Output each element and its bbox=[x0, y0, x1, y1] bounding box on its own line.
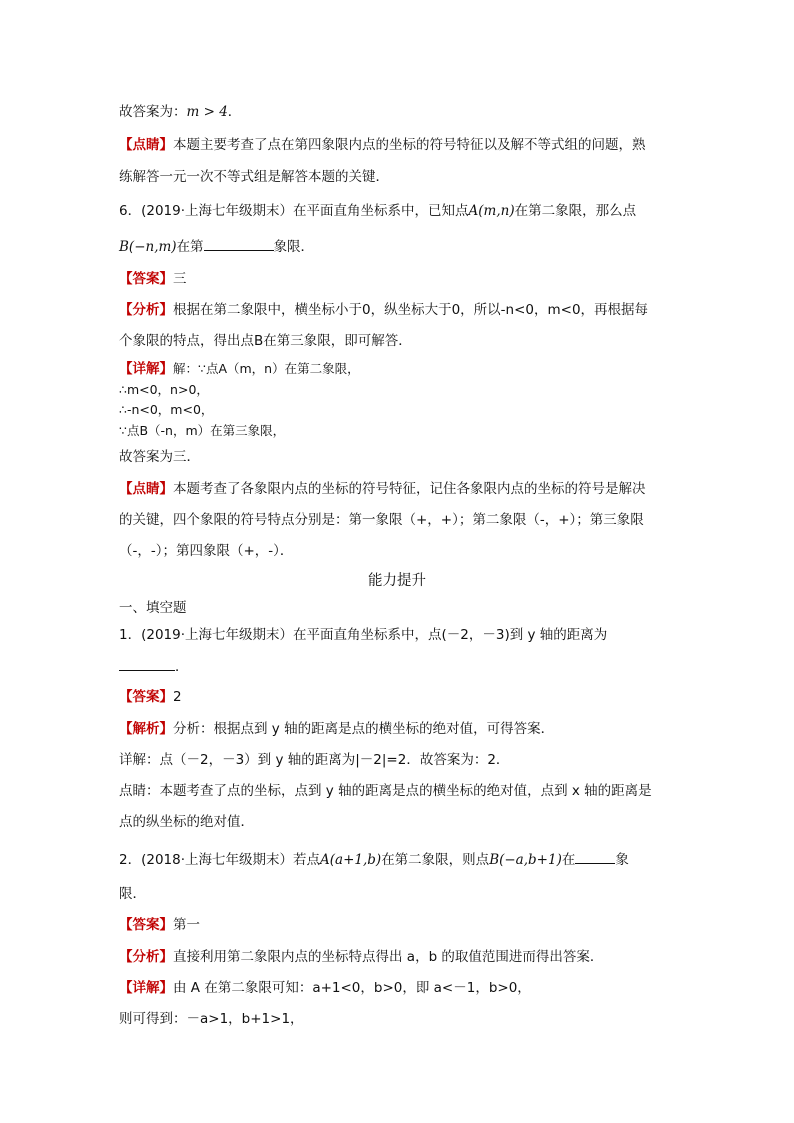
text: 由 A 在第二象限可知：a+1<0，b>0，即 a<－1，b>0， bbox=[173, 980, 531, 996]
text: 个象限的特点，得出点B在第三象限，即可解答． bbox=[119, 333, 412, 349]
text: ∴m<0，n>0， bbox=[119, 382, 209, 397]
text: 的关键，四个象限的符号特点分别是：第一象限（+，+）；第二象限（-，+）；第三象限 bbox=[119, 512, 644, 528]
answer-value: 三 bbox=[173, 271, 187, 287]
analysis-line-q2 bbox=[119, 948, 603, 966]
text: 点的纵坐标的绝对值． bbox=[119, 814, 254, 830]
answer-value: 2 bbox=[173, 689, 182, 705]
question-1-line-2 bbox=[119, 656, 189, 676]
detail-line-q2-1 bbox=[119, 979, 531, 997]
dianjing-q6-line-1 bbox=[119, 480, 646, 498]
math-expression: A(m,n) bbox=[468, 203, 515, 219]
text: 象限． bbox=[273, 239, 315, 255]
jiexi-label: 【解析】 bbox=[119, 721, 173, 737]
question-2-line-2 bbox=[119, 885, 146, 903]
detail-label: 【详解】 bbox=[119, 361, 173, 377]
jiexi-line-q1 bbox=[119, 720, 554, 738]
section-title: 能力提升 bbox=[368, 573, 426, 589]
text: 解：∵点A（m，n）在第二象限， bbox=[173, 361, 360, 376]
text: 本题主要考查了点在第四象限内点的坐标的符号特征以及解不等式组的问题，熟 bbox=[173, 137, 646, 153]
answer-label: 【答案】 bbox=[119, 917, 173, 933]
text: ． bbox=[175, 659, 189, 675]
detail-line-3 bbox=[119, 401, 213, 419]
analysis-line-2 bbox=[119, 332, 412, 350]
text: 在第二象限，那么点 bbox=[514, 203, 637, 219]
answer-line-q2 bbox=[119, 916, 200, 934]
text: 在 bbox=[561, 852, 576, 868]
text: 限． bbox=[119, 886, 146, 902]
text: 故答案为三． bbox=[119, 449, 200, 465]
text: 一、填空题 bbox=[119, 600, 187, 616]
answer-blank bbox=[119, 656, 175, 671]
answer-blank bbox=[575, 849, 615, 864]
text: 练解答一元一次不等式组是解答本题的关键． bbox=[119, 169, 389, 185]
math-expression: B(−a,b+1) bbox=[489, 852, 562, 868]
answer-line-q6 bbox=[119, 270, 187, 288]
dianjing-line-2 bbox=[119, 168, 389, 186]
math-expression: m > 4 bbox=[186, 104, 228, 120]
detail-line-2 bbox=[119, 381, 209, 399]
analysis-label: 【分析】 bbox=[119, 302, 173, 318]
text: 1．(2019·上海七年级期末）在平面直角坐标系中，点(－2，－3)到 y 轴的距离为 bbox=[119, 627, 608, 643]
text: 6．(2019·上海七年级期末）在平面直角坐标系中，已知点 bbox=[119, 203, 469, 219]
analysis-label: 【分析】 bbox=[119, 949, 173, 965]
analysis-line-1 bbox=[119, 301, 648, 319]
text: ． bbox=[227, 104, 242, 120]
text: 点睛：本题考查了点的坐标，点到 y 轴的距离是点的横坐标的绝对值，点到 x 轴的距离是 bbox=[119, 783, 652, 799]
math-expression: B(−n,m) bbox=[119, 239, 177, 255]
text: 在第二象限，则点 bbox=[381, 852, 490, 868]
question-1-line-1 bbox=[119, 626, 607, 644]
text: 详解：点（－2，－3）到 y 轴的距离为|－2|=2．故答案为：2． bbox=[119, 752, 510, 768]
text: 故答案为： bbox=[119, 104, 187, 120]
text: ∴-n<0，m<0， bbox=[119, 402, 214, 417]
dianjing-q1-line-2 bbox=[119, 813, 254, 831]
dianjing-q6-line-2 bbox=[119, 511, 644, 529]
text: 象 bbox=[615, 852, 629, 868]
dianjing-q6-line-3 bbox=[119, 542, 293, 560]
dianjing-q1-line-1 bbox=[119, 782, 652, 800]
answer-label: 【答案】 bbox=[119, 689, 173, 705]
detail-line-4 bbox=[119, 422, 285, 440]
text: 根据在第二象限中，横坐标小于0，纵坐标大于0，所以-n<0，m<0，再根据每 bbox=[173, 302, 649, 318]
answer-blank bbox=[204, 236, 274, 251]
text: 在第 bbox=[176, 239, 204, 255]
detail-line-q2-2 bbox=[119, 1010, 304, 1028]
text: 2．(2018·上海七年级期末）若点 bbox=[119, 852, 321, 868]
dianjing-label: 【点睛】 bbox=[119, 481, 173, 497]
detail-line-q1 bbox=[119, 751, 509, 769]
question-2-line-1 bbox=[119, 849, 629, 869]
text: ∵点B（-n，m）在第三象限， bbox=[119, 423, 286, 438]
text: 本题考查了各象限内点的坐标的符号特征，记住各象限内点的坐标的符号是解决 bbox=[173, 481, 646, 497]
answer-value: 第一 bbox=[173, 917, 200, 933]
text: （-，-）；第四象限（+，-）． bbox=[119, 543, 294, 559]
math-expression: A(a+1,b) bbox=[320, 852, 382, 868]
text: 直接利用第二象限内点的坐标特点得出 a，b 的取值范围进而得出答案． bbox=[173, 949, 604, 965]
detail-line-1 bbox=[119, 360, 360, 378]
text: 分析：根据点到 y 轴的距离是点的横坐标的绝对值，可得答案． bbox=[173, 721, 555, 737]
answer-label: 【答案】 bbox=[119, 271, 173, 287]
sub-section-title bbox=[119, 599, 187, 617]
question-6-line-2 bbox=[119, 236, 314, 256]
dianjing-label: 【点睛】 bbox=[119, 137, 173, 153]
dianjing-line-1 bbox=[119, 136, 646, 154]
question-6-line-1 bbox=[119, 202, 636, 220]
detail-line-5 bbox=[119, 448, 200, 466]
answer-line-q5 bbox=[119, 103, 241, 121]
text: 则可得到：－a>1，b+1>1， bbox=[119, 1011, 304, 1027]
detail-label: 【详解】 bbox=[119, 980, 173, 996]
answer-line-q1 bbox=[119, 688, 182, 706]
